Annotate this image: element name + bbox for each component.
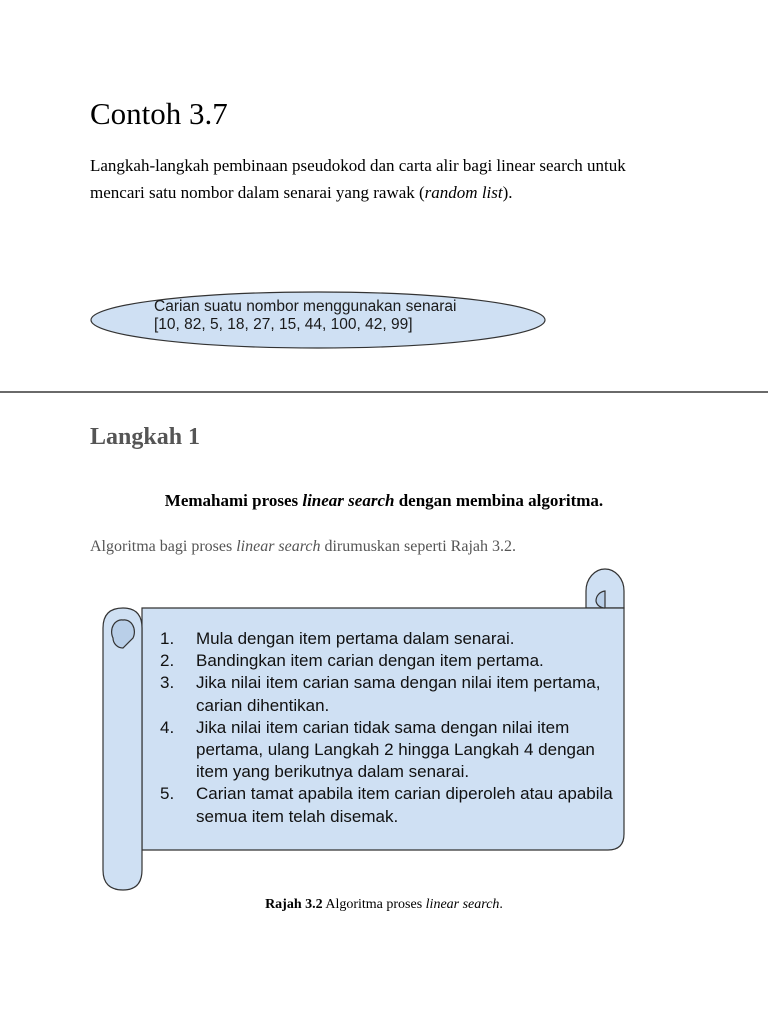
figure-caption (0, 897, 768, 913)
list-item-number: 2. (160, 651, 175, 671)
caption-text: Algoritma proses (322, 897, 426, 912)
step-sub-italic: linear search (302, 491, 395, 510)
caption-text-end: . (499, 897, 503, 912)
oval-line-1: Carian suatu nombor menggunakan senarai (154, 298, 457, 315)
oval-text-block (154, 298, 544, 334)
list-item-number: 1. (160, 629, 175, 648)
algo-desc-italic: linear search (236, 538, 321, 555)
intro-paragraph (90, 152, 635, 206)
caption-italic: linear search (425, 897, 500, 912)
list-item (160, 717, 625, 784)
caption-label: Rajah 3.2 (265, 897, 323, 912)
algorithm-steps (160, 628, 625, 828)
step-subtitle (0, 491, 768, 511)
step-heading: Langkah 1 (90, 424, 201, 450)
list-item (160, 628, 625, 650)
intro-text-end: ). (502, 183, 513, 202)
step-sub-text: Memahami proses (164, 491, 303, 510)
list-item-number: 4. (160, 717, 175, 737)
list-item-text: Carian tamat apabila item carian diperoleh atau apabila semua item telah disemak. (196, 784, 613, 826)
list-item (160, 672, 625, 716)
section-divider (0, 390, 768, 394)
algorithm-description (90, 538, 516, 556)
list-item-text: Jika nilai item carian sama dengan nilai item pertama, carian dihentikan. (196, 673, 601, 715)
algo-desc-text: Algoritma bagi proses (90, 538, 237, 555)
list-item-number: 3. (160, 673, 175, 693)
oval-line-2: [10, 82, 5, 18, 27, 15, 44, 100, 42, 99] (154, 316, 413, 333)
algo-desc-text-end: dirumuskan seperti Rajah 3.2. (320, 538, 516, 555)
list-item (160, 650, 625, 672)
step-sub-text-end: dengan membina algoritma. (394, 491, 604, 510)
list-item-text: Bandingkan item carian dengan item pertama. (196, 651, 544, 671)
list-item-text: Jika nilai item carian tidak sama dengan nilai item pertama, ulang Langkah 2 hingga Langkah 4 dengan item yang berikutnya dalam senarai. (196, 717, 595, 782)
list-item-number: 5. (160, 784, 175, 804)
list-item (160, 783, 625, 827)
intro-italic: random list (424, 183, 503, 202)
list-item-text: Mula dengan item pertama dalam senarai. (196, 629, 515, 648)
page-title: Contoh 3.7 (90, 96, 228, 131)
intro-text: Langkah-langkah pembinaan pseudokod dan carta alir bagi linear search untuk mencari satu nombor dalam senarai yang rawak ( (90, 156, 626, 202)
